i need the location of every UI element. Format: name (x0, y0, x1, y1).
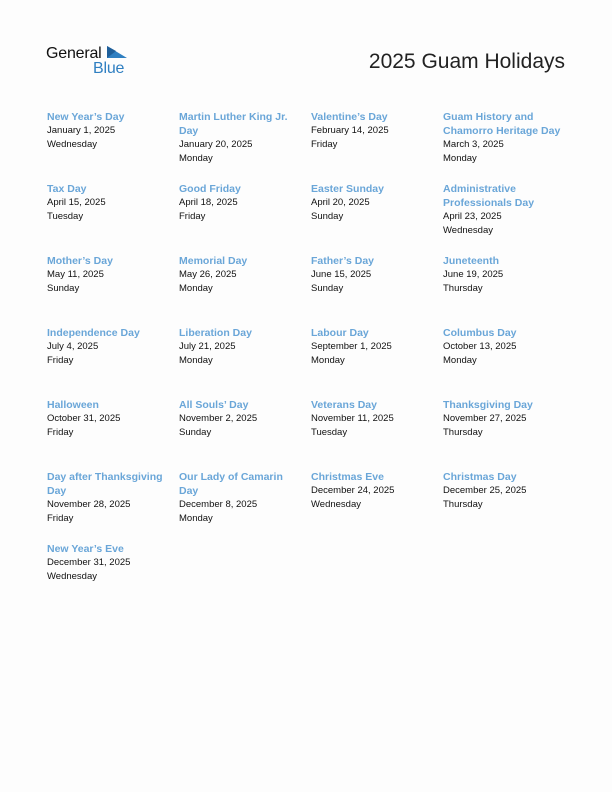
holiday-weekday: Friday (47, 427, 74, 438)
holiday-name: Halloween (47, 399, 99, 411)
logo-flag-icon (107, 46, 127, 60)
holiday-weekday: Monday (179, 283, 213, 294)
holiday-weekday: Friday (179, 211, 206, 222)
holiday-grid (47, 110, 575, 614)
holiday-weekday: Monday (443, 153, 477, 164)
holiday-name: Memorial Day (179, 255, 248, 267)
holiday-name: Labour Day (311, 327, 369, 339)
holiday-date: January 20, 2025 (179, 139, 253, 150)
holiday-weekday: Thursday (443, 283, 483, 294)
holiday-name: Administrative Professionals Day (443, 183, 535, 209)
holiday-date: April 18, 2025 (179, 197, 238, 208)
holiday-name: Juneteenth (443, 255, 500, 267)
holiday-weekday: Tuesday (311, 427, 348, 438)
holiday-entry (179, 182, 311, 254)
holiday-date: April 15, 2025 (47, 197, 106, 208)
holiday-date: July 4, 2025 (47, 341, 99, 352)
holiday-entry (47, 254, 179, 326)
holiday-entry (311, 254, 443, 326)
holiday-date: December 31, 2025 (47, 557, 131, 568)
holiday-entry (311, 470, 443, 542)
holiday-date: July 21, 2025 (179, 341, 236, 352)
holiday-entry (443, 326, 575, 398)
holiday-name: Columbus Day (443, 327, 517, 339)
holiday-weekday: Friday (311, 139, 338, 150)
holiday-weekday: Wednesday (443, 225, 493, 236)
holiday-entry (179, 326, 311, 398)
holiday-weekday: Monday (179, 513, 213, 524)
page-title: 2025 Guam Holidays (368, 50, 565, 73)
holiday-entry (179, 254, 311, 326)
holiday-date: November 27, 2025 (443, 413, 527, 424)
holiday-name: Day after Thanksgiving Day (47, 471, 163, 497)
holiday-name: Liberation Day (179, 327, 252, 339)
holiday-date: November 2, 2025 (179, 413, 258, 424)
holiday-name: Christmas Eve (311, 471, 384, 483)
holiday-entry (47, 326, 179, 398)
logo (46, 45, 132, 79)
logo-word-blue: Blue (93, 60, 125, 77)
holiday-name: Tax Day (47, 183, 87, 195)
holiday-entry (179, 470, 311, 542)
holiday-name: Mother’s Day (47, 255, 113, 267)
holiday-weekday: Thursday (443, 427, 483, 438)
holiday-name: Father’s Day (311, 255, 375, 267)
holiday-weekday: Wednesday (311, 499, 361, 510)
holiday-name: Martin Luther King Jr. Day (179, 111, 288, 137)
holiday-name: Christmas Day (443, 471, 517, 483)
holiday-name: Guam History and Chamorro Heritage Day (443, 111, 561, 137)
holiday-name: Good Friday (179, 183, 241, 195)
holiday-name: Independence Day (47, 327, 140, 339)
holiday-name: Veterans Day (311, 399, 377, 411)
holiday-entry (47, 398, 179, 470)
holiday-date: October 13, 2025 (443, 341, 517, 352)
holiday-entry (47, 542, 179, 614)
holiday-entry (443, 398, 575, 470)
holiday-entry (47, 182, 179, 254)
holiday-date: April 20, 2025 (311, 197, 370, 208)
holiday-weekday: Wednesday (47, 139, 97, 150)
holiday-name: Our Lady of Camarin Day (179, 471, 283, 497)
holiday-date: June 19, 2025 (443, 269, 504, 280)
holiday-date: December 24, 2025 (311, 485, 395, 496)
holiday-entry (311, 398, 443, 470)
holiday-weekday: Sunday (311, 283, 344, 294)
holiday-entry (443, 110, 575, 182)
holiday-weekday: Monday (311, 355, 345, 366)
holiday-entry (311, 182, 443, 254)
holiday-weekday: Sunday (47, 283, 80, 294)
holiday-date: March 3, 2025 (443, 139, 504, 150)
holiday-weekday: Thursday (443, 499, 483, 510)
holiday-name: Valentine’s Day (311, 111, 388, 123)
holiday-name: New Year’s Eve (47, 543, 124, 555)
holiday-date: May 26, 2025 (179, 269, 237, 280)
holiday-weekday: Tuesday (47, 211, 84, 222)
holiday-name: Thanksgiving Day (443, 399, 533, 411)
holiday-date: January 1, 2025 (47, 125, 116, 136)
holiday-date: April 23, 2025 (443, 211, 502, 222)
holiday-weekday: Monday (179, 153, 213, 164)
holiday-weekday: Friday (47, 355, 74, 366)
holiday-weekday: Monday (443, 355, 477, 366)
holiday-weekday: Sunday (179, 427, 212, 438)
holiday-entry (443, 182, 575, 254)
holiday-entry (179, 398, 311, 470)
holiday-date: November 11, 2025 (311, 413, 394, 424)
logo-word-general: General (46, 45, 102, 62)
holiday-entry (311, 110, 443, 182)
holiday-name: New Year’s Day (47, 111, 125, 123)
holiday-weekday: Sunday (311, 211, 344, 222)
holiday-entry (47, 470, 179, 542)
holiday-name: All Souls’ Day (179, 399, 249, 411)
holiday-date: December 8, 2025 (179, 499, 258, 510)
holiday-date: December 25, 2025 (443, 485, 527, 496)
holiday-date: June 15, 2025 (311, 269, 372, 280)
holiday-weekday: Wednesday (47, 571, 97, 582)
holiday-date: May 11, 2025 (47, 269, 104, 280)
holiday-entry (179, 110, 311, 182)
holiday-entry (443, 254, 575, 326)
holiday-date: February 14, 2025 (311, 125, 389, 136)
holiday-entry (47, 110, 179, 182)
holiday-entry (311, 326, 443, 398)
holiday-name: Easter Sunday (311, 183, 384, 195)
holiday-date: November 28, 2025 (47, 499, 131, 510)
holiday-date: September 1, 2025 (311, 341, 392, 352)
holiday-weekday: Monday (179, 355, 213, 366)
holiday-weekday: Friday (47, 513, 74, 524)
holiday-entry (443, 470, 575, 542)
holiday-date: October 31, 2025 (47, 413, 121, 424)
